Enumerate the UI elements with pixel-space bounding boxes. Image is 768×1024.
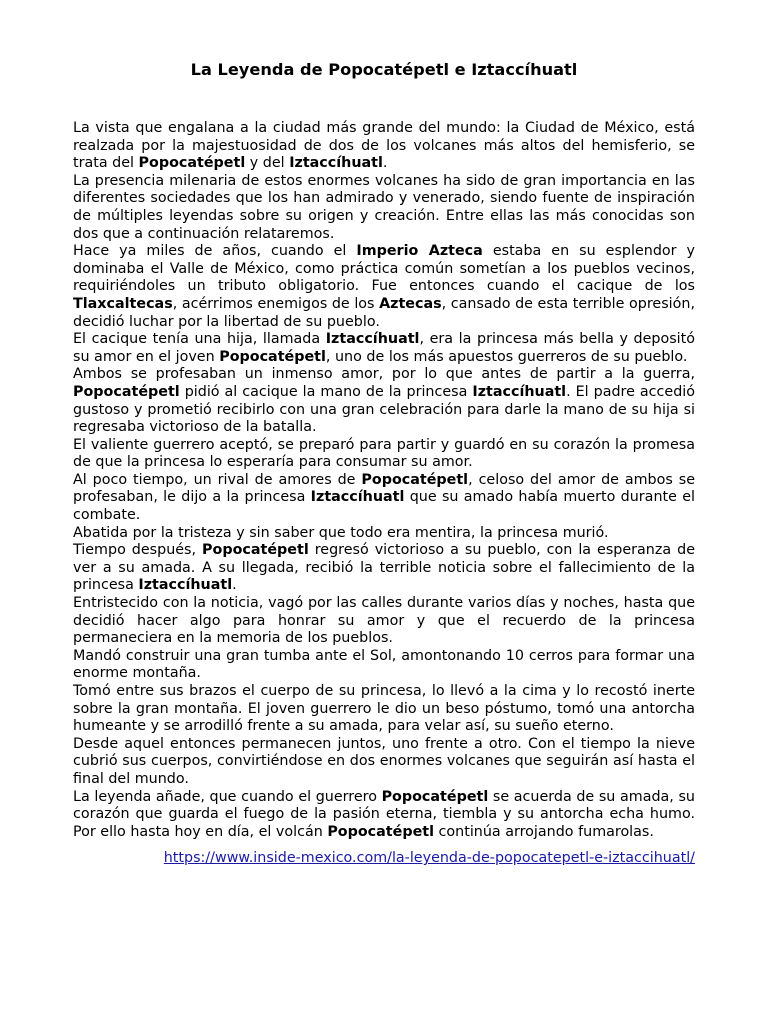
- paragraph: [73, 683, 695, 736]
- bold-name: Popocatépetl: [361, 471, 469, 488]
- text-run: Desde aquel entonces permanecen juntos, uno frente a otro. Con el tiempo la nieve cubrió sus cuerpos, convirtiéndose en dos enormes volcanes que seguirán así hasta el final del mundo.: [73, 735, 695, 787]
- bold-name: Popocatépetl: [327, 823, 435, 840]
- bold-name: Iztaccíhuatl: [289, 155, 383, 172]
- bold-name: Popocatépetl: [381, 788, 489, 805]
- paragraph: [73, 366, 695, 436]
- source-link[interactable]: https://www.inside-mexico.com/la-leyenda-de-popocatepetl-e-iztaccihuatl/: [163, 850, 695, 867]
- bold-name: Tlaxcaltecas: [73, 295, 173, 312]
- bold-name: Iztaccíhuatl: [310, 489, 405, 506]
- text-run: .: [382, 155, 388, 172]
- text-run: , cansado de esta terrible opresión, decidió luchar por la libertad de su pueblo.: [73, 295, 695, 330]
- text-run: . El padre accedió gustoso y prometió recibirlo con una gran celebración para darle la mano de su hija si regresaba victorioso de la batalla.: [73, 383, 695, 436]
- text-run: Mandó construir una gran tumba ante el Sol, amontonando 10 cerros para formar una enorme montaña.: [73, 647, 695, 682]
- paragraph: [73, 437, 695, 472]
- text-run: Ambos se profesaban un inmenso amor, por lo que antes de partir a la guerra,: [73, 366, 695, 383]
- text-run: continúa arrojando fumarolas.: [434, 823, 654, 840]
- paragraph: [73, 331, 695, 366]
- bold-name: Iztaccíhuatl: [325, 331, 420, 348]
- text-run: pidió al cacique la mano de la princesa: [179, 383, 473, 400]
- bold-name: Popocatépetl: [73, 383, 180, 400]
- source-link-row: [73, 850, 695, 868]
- text-run: Entristecido con la noticia, vagó por las calles durante varios días y noches, hasta que decidió hacer algo para honrar su amor y que el recuerdo de la princesa permaneciera en la memoria de los pueblos.: [73, 595, 695, 647]
- bold-name: Popocatépetl: [202, 542, 309, 559]
- paragraph: [73, 595, 695, 648]
- bold-name: Aztecas: [379, 295, 442, 312]
- text-run: El valiente guerrero aceptó, se preparó para partir y guardó en su corazón la promesa de que la princesa lo esperaría para consumar su amor.: [73, 436, 695, 471]
- text-run: , celoso del amor de ambos se profesaban, le dijo a la princesa: [73, 471, 695, 506]
- text-run: Tomó entre sus brazos el cuerpo de su princesa, lo llevó a la cima y lo recostó inerte sobre la gran montaña. El joven guerrero le dio un beso póstumo, tomó una antorcha humeante y se arrodilló frente a su amada, para velar así, su sueño eterno.: [73, 683, 695, 735]
- text-run: regresó victorioso a su pueblo, con la esperanza de ver a su amada. A su llegada, recibió la terrible noticia sobre el fallecimiento de la princesa: [73, 542, 695, 594]
- bold-name: Iztaccíhuatl: [472, 383, 567, 400]
- document-body: [73, 120, 695, 841]
- paragraph: [73, 648, 695, 683]
- bold-name: Imperio Azteca: [356, 243, 483, 260]
- text-run: que su amado había muerto durante el combate.: [73, 489, 695, 524]
- text-run: Hace ya miles de años, cuando el: [73, 243, 357, 260]
- text-run: Abatida por la tristeza y sin saber que todo era mentira, la princesa murió.: [73, 524, 609, 541]
- text-run: , era la princesa más bella y depositó su amor en el joven: [73, 331, 695, 365]
- paragraph: [73, 736, 695, 789]
- text-run: se acuerda de su amada, su corazón que guarda el fuego de la pasión eterna, tiembla y su antorcha echa humo. Por ello hasta hoy en día, el volcán: [73, 788, 695, 840]
- bold-name: Popocatépetl: [138, 155, 246, 172]
- paragraph: [73, 243, 695, 331]
- paragraph: [73, 525, 695, 543]
- text-run: La presencia milenaria de estos enormes volcanes ha sido de gran importancia en las diferentes sociedades que los han admirado y venerado, siendo fuente de inspiración de múltiples leyendas sobre su origen y creación. Entre ellas las más conocidas son dos que a continuación relataremos.: [73, 172, 695, 242]
- text-run: Al poco tiempo, un rival de amores de: [73, 471, 362, 488]
- paragraph: [73, 789, 695, 842]
- text-run: La leyenda añade, que cuando el guerrero: [73, 788, 382, 805]
- paragraph: [73, 173, 695, 243]
- text-run: , acérrimos enemigos de los: [172, 295, 380, 312]
- text-run: y del: [245, 155, 290, 172]
- text-run: .: [232, 577, 237, 594]
- text-run: El cacique tenía una hija, llamada: [73, 331, 326, 348]
- text-run: , uno de los más apuestos guerreros de su pueblo.: [325, 348, 688, 365]
- text-run: estaba en su esplendor y dominaba el Valle de México, como práctica común sometían a los pueblos vecinos, requiriéndoles un tributo obligatorio. Fue entonces cuando el cacique de los: [73, 243, 696, 295]
- text-run: Tiempo después,: [73, 542, 203, 559]
- bold-name: Popocatépetl: [219, 348, 326, 365]
- paragraph: [73, 120, 695, 173]
- bold-name: Iztaccíhuatl: [138, 577, 233, 594]
- paragraph: [73, 472, 695, 525]
- page-title: La Leyenda de Popocatépetl e Iztaccíhuatl: [190, 60, 578, 79]
- paragraph: [73, 542, 695, 595]
- text-run: La vista que engalana a la ciudad más grande del mundo: la Ciudad de México, está realzada por la majestuosidad de dos de los volcanes más altos del hemisferio, se trata del: [73, 120, 695, 172]
